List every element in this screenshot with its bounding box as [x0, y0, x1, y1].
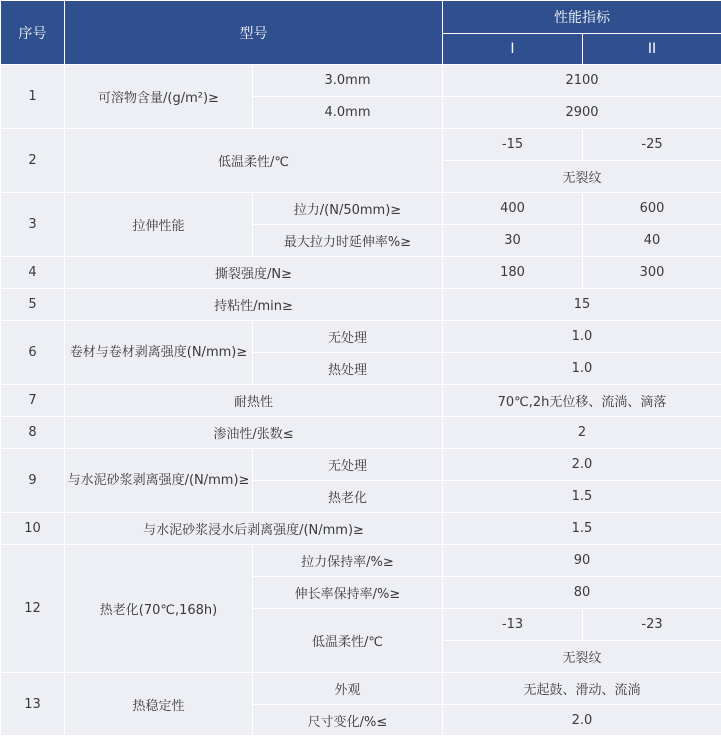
row-number: 9: [1, 449, 65, 513]
value-cell: 2.0: [443, 449, 721, 481]
sub-item-label: 外观: [253, 673, 443, 705]
table-row: [1, 289, 721, 321]
value-grade-1: 30: [443, 225, 583, 257]
item-label: 卷材与卷材剥离强度(N/mm)≥: [65, 321, 253, 385]
value-cell: 15: [443, 289, 721, 321]
item-label: 热老化(70℃,168h): [65, 545, 253, 673]
table-row: [1, 65, 721, 97]
sub-item-label: 最大拉力时延伸率%≥: [253, 225, 443, 257]
sub-item-label: 3.0mm: [253, 65, 443, 97]
table-row: [1, 129, 721, 161]
row-number: 2: [1, 129, 65, 193]
sub-item-label: 热处理: [253, 353, 443, 385]
row-number: 10: [1, 513, 65, 545]
value-grade-1: 400: [443, 193, 583, 225]
header-performance: 性能指标: [443, 1, 721, 34]
sub-item-label: 热老化: [253, 481, 443, 513]
row-number: 13: [1, 673, 65, 736]
table-row: [1, 257, 721, 289]
value-grade-2: -23: [583, 609, 721, 641]
table-row: [1, 449, 721, 481]
row-number: 5: [1, 289, 65, 321]
sub-item-label: 伸长率保持率/%≥: [253, 577, 443, 609]
table-row: [1, 513, 721, 545]
item-label: 渗油性/张数≤: [65, 417, 443, 449]
item-label: 与水泥砂浆剥离强度/(N/mm)≥: [65, 449, 253, 513]
header-model: 型号: [65, 1, 443, 65]
item-label: 与水泥砂浆浸水后剥离强度/(N/mm)≥: [65, 513, 443, 545]
value-cell: 2.0: [443, 705, 721, 736]
sub-item-label: 拉力/(N/50mm)≥: [253, 193, 443, 225]
item-label: 拉伸性能: [65, 193, 253, 257]
sub-item-label: 尺寸变化/%≤: [253, 705, 443, 736]
value-grade-1: 180: [443, 257, 583, 289]
table-row: [1, 193, 721, 225]
value-cell: 70℃,2h无位移、流淌、滴落: [443, 385, 721, 417]
value-cell: 2900: [443, 97, 721, 129]
header-seq: 序号: [1, 1, 65, 65]
header-grade-2: II: [583, 34, 721, 65]
item-label: 热稳定性: [65, 673, 253, 736]
value-cell: 无起鼓、滑动、流淌: [443, 673, 721, 705]
row-number: 1: [1, 65, 65, 129]
item-label: 耐热性: [65, 385, 443, 417]
row-number: 3: [1, 193, 65, 257]
value-cell: 1.5: [443, 481, 721, 513]
sub-item-label: 低温柔性/℃: [253, 609, 443, 673]
table-row: [1, 385, 721, 417]
sub-item-label: 无处理: [253, 449, 443, 481]
value-cell: 2100: [443, 65, 721, 97]
row-number: 8: [1, 417, 65, 449]
value-cell: 1.5: [443, 513, 721, 545]
item-label: 撕裂强度/N≥: [65, 257, 443, 289]
value-cell: 2: [443, 417, 721, 449]
value-cell: 无裂纹: [443, 641, 721, 673]
value-cell: 80: [443, 577, 721, 609]
value-grade-1: -13: [443, 609, 583, 641]
item-label: 持粘性/min≥: [65, 289, 443, 321]
value-grade-2: 600: [583, 193, 721, 225]
row-number: 6: [1, 321, 65, 385]
item-label: 可溶物含量/(g/m²)≥: [65, 65, 253, 129]
value-grade-2: 40: [583, 225, 721, 257]
row-number: 7: [1, 385, 65, 417]
row-number: 12: [1, 545, 65, 673]
value-grade-2: 300: [583, 257, 721, 289]
value-grade-1: -15: [443, 129, 583, 161]
value-grade-2: -25: [583, 129, 721, 161]
sub-item-label: 无处理: [253, 321, 443, 353]
table-row: [1, 417, 721, 449]
header-grade-1: I: [443, 34, 583, 65]
value-cell: 90: [443, 545, 721, 577]
sub-item-label: 4.0mm: [253, 97, 443, 129]
row-number: 4: [1, 257, 65, 289]
table-row: [1, 321, 721, 353]
item-label: 低温柔性/℃: [65, 129, 443, 193]
value-cell: 1.0: [443, 353, 721, 385]
value-cell: 无裂纹: [443, 161, 721, 193]
sub-item-label: 拉力保持率/%≥: [253, 545, 443, 577]
table-row: [1, 545, 721, 577]
value-cell: 1.0: [443, 321, 721, 353]
table-row: [1, 673, 721, 705]
